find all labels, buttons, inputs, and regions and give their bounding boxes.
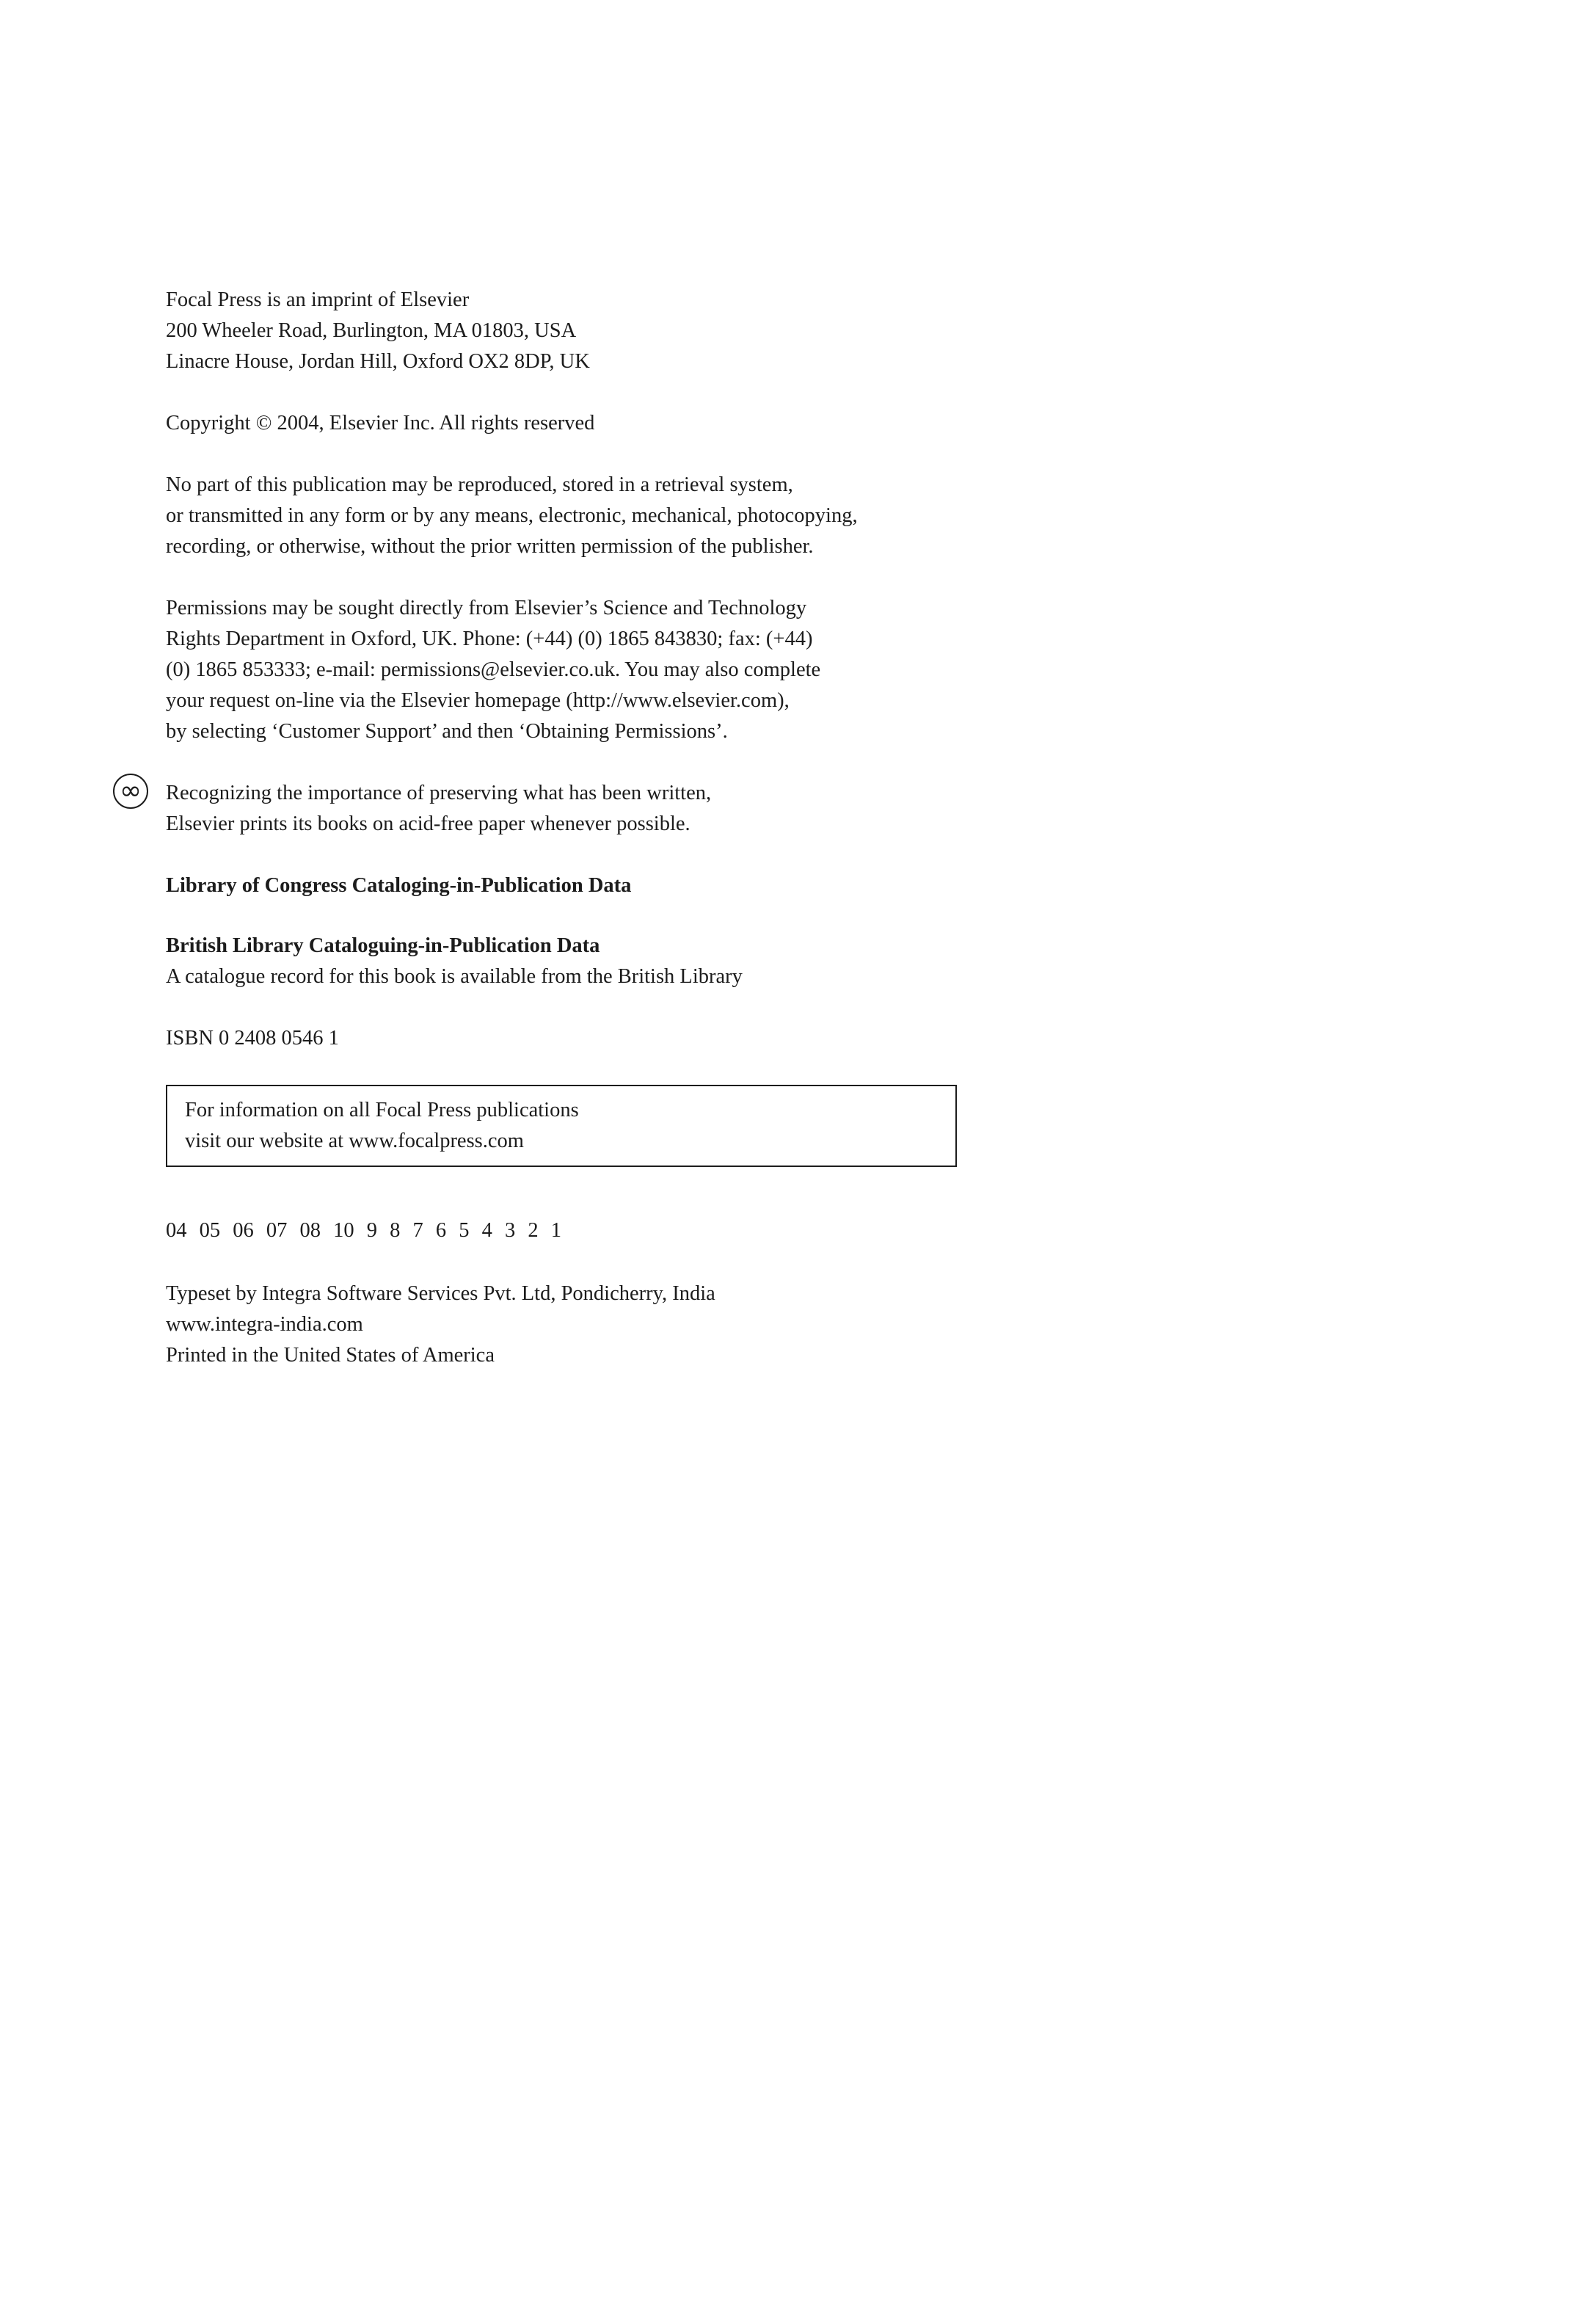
imprint-line: 200 Wheeler Road, Burlington, MA 01803, USA <box>166 319 577 342</box>
permissions-line: (0) 1865 853333; e-mail: permissions@elsevier.co.uk. You may also complete <box>166 658 821 681</box>
imprint-block <box>166 285 1267 377</box>
imprint-line: Focal Press is an imprint of Elsevier <box>166 288 470 311</box>
isbn-block <box>166 1023 1267 1054</box>
colophon-line: Typeset by Integra Software Services Pvt. Ltd, Pondicherry, India <box>166 1282 715 1305</box>
focal-press-info-box <box>166 1085 957 1167</box>
colophon-line: Printed in the United States of America <box>166 1344 495 1367</box>
bl-note-line: A catalogue record for this book is available from the British Library <box>166 965 743 988</box>
isbn-line: ISBN 0 2408 0546 1 <box>166 1027 339 1050</box>
loc-heading: Library of Congress Cataloging-in-Publication Data <box>166 874 632 897</box>
colophon-block <box>166 1279 1267 1371</box>
rights-paragraph <box>166 470 1267 562</box>
rights-line: No part of this publication may be reproduced, stored in a retrieval system, <box>166 473 793 496</box>
acid-free-paper-icon: ∞ <box>113 774 148 809</box>
info-box-line: visit our website at www.focalpress.com <box>185 1130 524 1152</box>
copyright-block <box>166 408 1267 439</box>
copyright-page-content <box>120 285 1267 1402</box>
rights-line: recording, or otherwise, without the prior written permission of the publisher. <box>166 535 814 558</box>
permissions-line: your request on-line via the Elsevier homepage (http://www.elsevier.com), <box>166 689 790 712</box>
printing-numbers-line: 04 05 06 07 08 10 9 8 7 6 5 4 3 2 1 <box>166 1219 561 1242</box>
imprint-line: Linacre House, Jordan Hill, Oxford OX2 8DP, UK <box>166 350 590 373</box>
permissions-paragraph <box>166 593 1267 747</box>
copyright-line: Copyright © 2004, Elsevier Inc. All rights reserved <box>166 412 595 434</box>
permissions-line: Rights Department in Oxford, UK. Phone: (+44) (0) 1865 843830; fax: (+44) <box>166 628 813 650</box>
permissions-line: Permissions may be sought directly from Elsevier’s Science and Technology <box>166 597 807 619</box>
bl-heading-block <box>166 931 1267 992</box>
rights-line: or transmitted in any form or by any means, electronic, mechanical, photocopying, <box>166 504 858 527</box>
permissions-line: by selecting ‘Customer Support’ and then ‘Obtaining Permissions’. <box>166 720 728 743</box>
loc-heading-block <box>166 870 1267 901</box>
acid-free-line: Elsevier prints its books on acid-free paper whenever possible. <box>166 812 690 835</box>
info-box-line: For information on all Focal Press publications <box>185 1099 579 1121</box>
bl-heading: British Library Cataloguing-in-Publication Data <box>166 934 600 957</box>
colophon-line: www.integra-india.com <box>166 1313 363 1336</box>
acid-free-line: Recognizing the importance of preserving what has been written, <box>166 782 712 804</box>
acid-free-paragraph <box>120 776 1267 840</box>
